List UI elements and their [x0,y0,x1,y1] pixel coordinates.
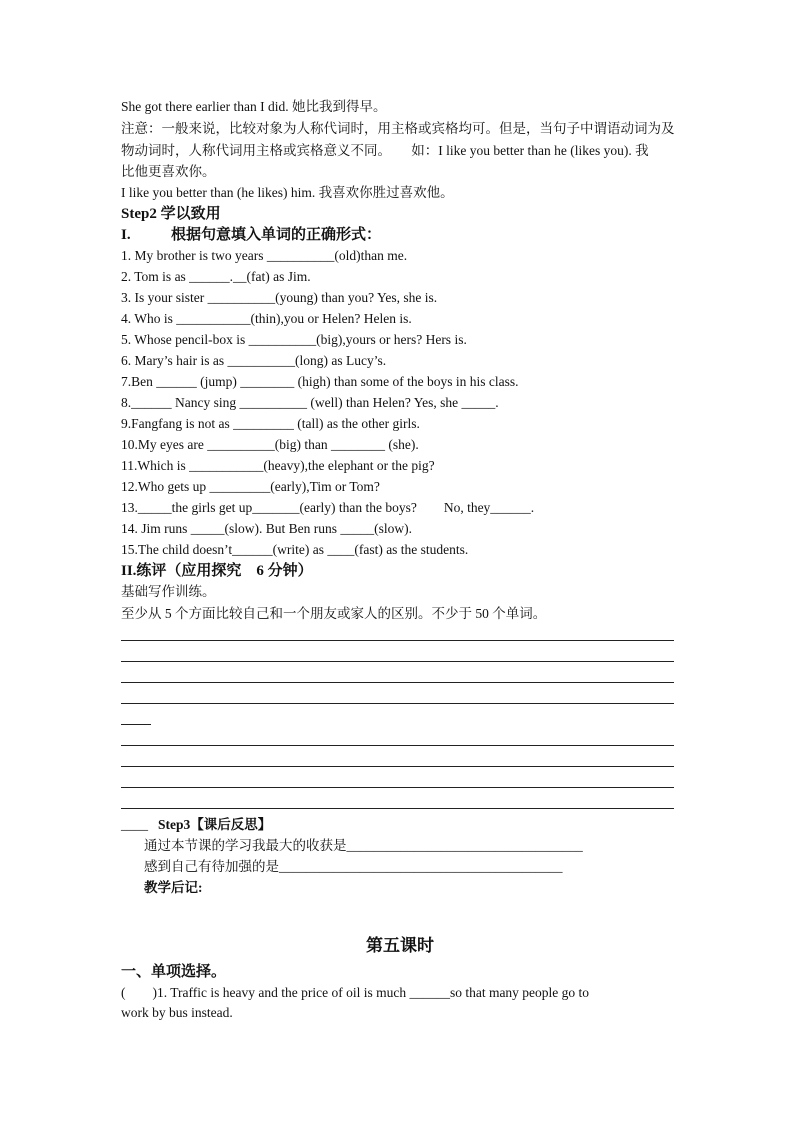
writing-line [121,661,674,662]
exercise-item-12: 12.Who gets up _________(early),Tim or Tom? [121,479,380,494]
section-1-number: I. [121,227,131,243]
exercise-item-2: 2. Tom is as ______.__(fat) as Jim. [121,269,311,284]
intro-line-4: 比他更喜欢你。 [121,164,216,179]
exercise-item-4: 4. Who is ___________(thin),you or Helen? Helen is. [121,311,412,326]
intro-line-1: She got there earlier than I did. 她比我到得早。 [121,99,387,114]
step3-prefix: ____ [121,817,148,832]
exercise-item-3: 3. Is your sister __________(young) than you? Yes, she is. [121,290,438,305]
exercise-item-6: 6. Mary’s hair is as __________(long) as Lucy’s. [121,353,387,368]
section-2-line-2: 至少从 5 个方面比较自己和一个朋友或家人的区别。不少于 50 个单词。 [121,606,547,621]
writing-line [121,703,674,704]
writing-line-short [121,724,151,725]
intro-line-3: 物动词时，人称代词用主格或宾格意义不同。 如：I like you better than he (likes you). 我 [121,143,649,158]
section-2-title: II.练评（应用探究 6 分钟） [121,563,313,579]
intro-line-5: I like you better than (he likes) him. 我喜欢你胜过喜欢他。 [121,185,454,200]
writing-line [121,640,674,641]
writing-line [121,745,674,746]
exercise-item-14: 14. Jim runs _____(slow). But Ben runs _____(slow). [121,521,412,536]
writing-line [121,766,674,767]
writing-line [121,808,674,809]
writing-line [121,682,674,683]
step2-title: Step2 学以致用 [121,206,221,222]
teaching-notes-label: 教学后记: [144,880,203,895]
intro-line-2: 注意：一般来说，比较对象为人称代词时，用主格或宾格均可。但是，当句子中谓语动词为及 [121,121,675,136]
exercise-item-5: 5. Whose pencil-box is __________(big),yours or hers? Hers is. [121,332,467,347]
writing-line [121,787,674,788]
exercise-item-13: 13._____the girls get up_______(early) than the boys? No, they______. [121,500,535,515]
step3-line-1: 通过本节课的学习我最大的收获是___________________________________ [144,838,583,853]
exercise-item-8: 8.______ Nancy sing __________ (well) than Helen? Yes, she _____. [121,395,499,410]
exercise-item-1: 1. My brother is two years __________(old)than me. [121,248,408,263]
exercise-item-7: 7.Ben ______ (jump) ________ (high) than some of the boys in his class. [121,374,519,389]
section-single-choice: 一、单项选择。 [121,964,227,980]
exercise-item-9: 9.Fangfang is not as _________ (tall) as the other girls. [121,416,420,431]
exercise-item-10: 10.My eyes are __________(big) than ________ (she). [121,437,419,452]
step3-line-2: 感到自己有待加强的是__________________________________________ [144,859,563,874]
section-2-line-1: 基础写作训练。 [121,584,216,599]
question-1-line-1: ( )1. Traffic is heavy and the price of oil is much ______so that many people go to [121,985,590,1000]
question-1-line-2: work by bus instead. [121,1005,233,1020]
lesson-title: 第五课时 [366,936,434,955]
exercise-item-11: 11.Which is ___________(heavy),the elephant or the pig? [121,458,435,473]
exercise-item-15: 15.The child doesn’t______(write) as ____(fast) as the students. [121,542,469,557]
section-1-title: 根据句意填入单词的正确形式： [171,227,382,243]
step3-title: Step3【课后反思】 [158,817,272,832]
